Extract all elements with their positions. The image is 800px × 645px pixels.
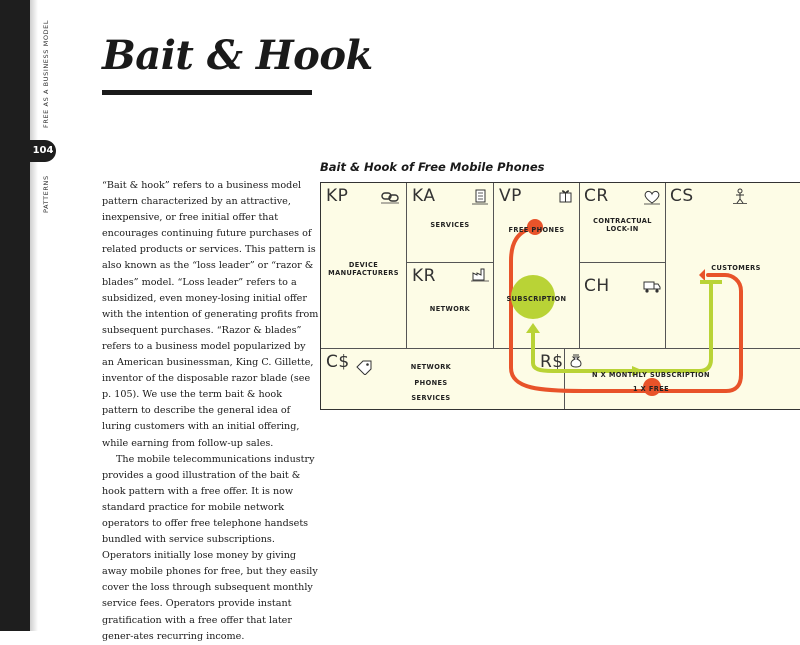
block-code-cr: CR: [584, 186, 609, 206]
title-underline: [102, 90, 312, 95]
ka-item-services: SERVICES: [430, 221, 470, 229]
block-code-vp: VP: [499, 186, 522, 206]
block-code-ch: CH: [584, 276, 610, 296]
block-code-kp: KP: [326, 186, 349, 206]
cs-item-customers: CUSTOMERS: [711, 264, 761, 272]
book-spine: [0, 0, 30, 631]
body-paragraph-1: “Bait & hook” refers to a business model pattern characterized by an attractive, inexpensive, or free initial offer that encourages continuing future purchases of related products or services. This pattern is also known as the “loss leader” or “razor & blades” model. “Loss leader” refers to a subsidized, even money-losing initial offer with the intention of generating profits from subsequent purchases. “Razor & blades” refers to a business model popularized by an American businessman, King C. Gillette, inventor of the disposable razor blade (see p. 105). We use the term bait & hook pattern to describe the general idea of luring customers with an initial offering, while earning from follow-up sales.: [102, 180, 319, 449]
figure-title: Bait & Hook of Free Mobile Phones: [320, 160, 545, 174]
category-label: PATTERNS: [42, 175, 50, 213]
block-code-cost: C$: [326, 352, 350, 372]
body-text: [102, 178, 320, 645]
block-code-cs: CS: [670, 186, 694, 206]
subscription-loop-arrow: [511, 275, 722, 376]
cost-item-network: NETWORK: [410, 363, 452, 371]
kp-item-device: DEVICE: [348, 261, 379, 269]
vp-item-subscription: SUBSCRIPTION: [506, 295, 567, 303]
page-title: Bait & Hook: [102, 32, 373, 79]
cost-item-services: SERVICES: [411, 394, 451, 402]
kr-item-network: NETWORK: [429, 305, 471, 313]
body-paragraph-2: The mobile telecommunications industry provides a good illustration of the bait & hook pattern with a free offer. It is now standard practice for mobile network operators to offer free telephone handsets bundled with service subscriptions. Operators initially lose money by giving away mobile phones for free, but they easily cover the loss through subsequent monthly service fees. Operators provide instant gratification with a free offer that later gener-ates recurring income.: [102, 453, 318, 642]
revenue-item-monthly-subscription: N X MONTHLY SUBSCRIPTION: [592, 371, 710, 379]
vp-item-free-phones: FREE PHONES: [508, 226, 565, 234]
page-number: 104: [30, 140, 56, 162]
block-code-ka: KA: [412, 186, 436, 206]
block-code-kr: KR: [412, 266, 436, 286]
cost-item-phones: PHONES: [414, 379, 448, 387]
kp-item-manufacturers: MANUFACTURERS: [328, 269, 399, 277]
spine-shadow: [30, 0, 38, 631]
revenue-item-one-free: 1 X FREE: [632, 385, 670, 393]
cr-item-lock-in: LOCK-IN: [606, 225, 639, 233]
block-code-revenue: R$: [540, 352, 564, 372]
section-label: FREE AS A BUSINESS MODEL: [42, 19, 50, 128]
cr-item-contractual: CONTRACTUAL: [593, 217, 652, 225]
business-model-canvas: [320, 182, 800, 410]
